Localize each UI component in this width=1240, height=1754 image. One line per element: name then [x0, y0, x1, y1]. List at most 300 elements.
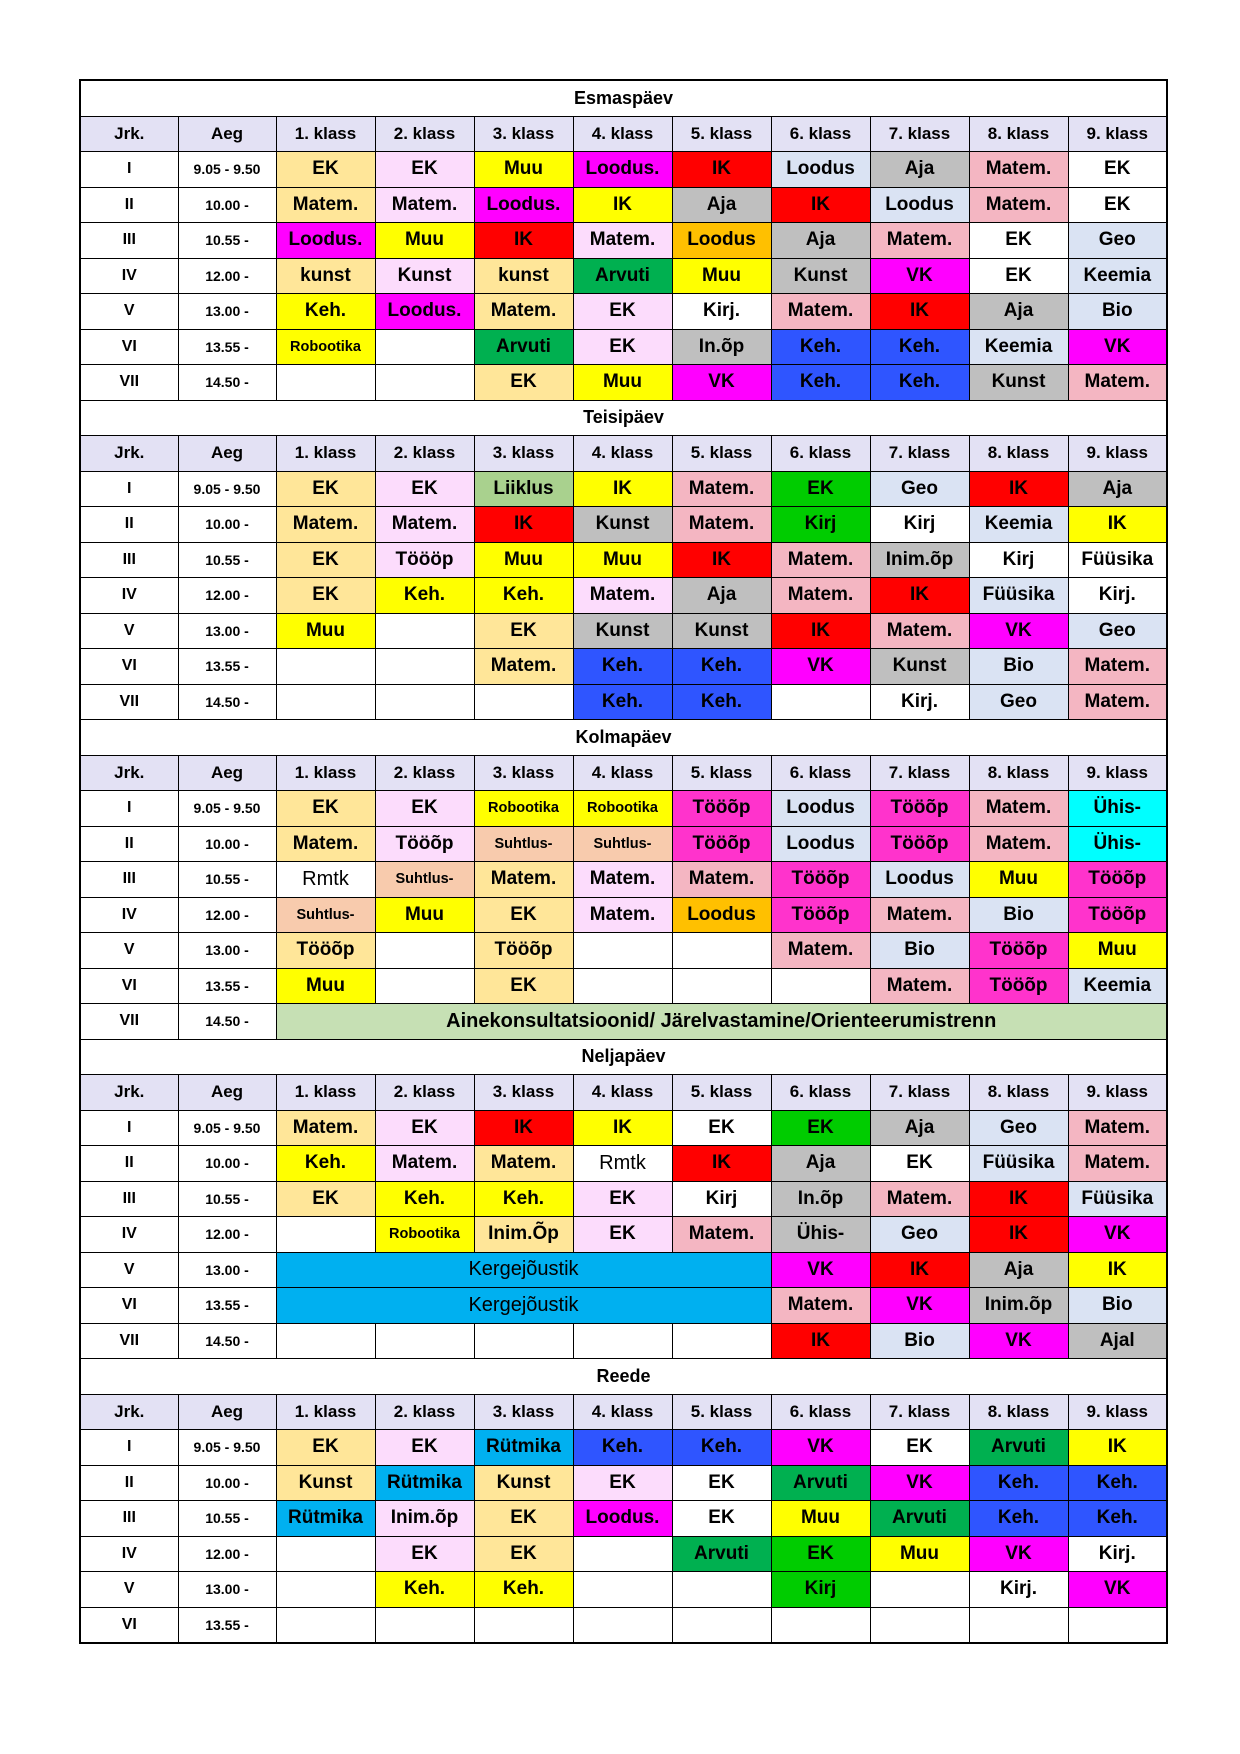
subject-cell: Tööõp — [870, 791, 969, 827]
header-class-2: 2. klass — [375, 1394, 474, 1430]
header-class-7: 7. klass — [870, 755, 969, 791]
lesson-time: 13.00 - — [178, 294, 276, 330]
header-class-8: 8. klass — [969, 1075, 1068, 1111]
subject-cell: IK — [1068, 1430, 1167, 1466]
lesson-time: 13.00 - — [178, 1252, 276, 1288]
lesson-row — [80, 1217, 1167, 1253]
lesson-time: 9.05 - 9.50 — [178, 791, 276, 827]
lesson-row — [80, 1181, 1167, 1217]
subject-cell: Matem. — [573, 862, 672, 898]
subject-cell: Bio — [870, 1323, 969, 1359]
subject-cell: Kunst — [870, 649, 969, 685]
header-class-1: 1. klass — [276, 755, 375, 791]
header-class-6: 6. klass — [771, 116, 870, 152]
subject-cell: Matem. — [573, 223, 672, 259]
subject-cell: Robootika — [573, 791, 672, 827]
subject-cell: Bio — [969, 649, 1068, 685]
subject-cell: Kirj. — [672, 294, 771, 330]
subject-cell: EK — [573, 329, 672, 365]
lesson-row — [80, 223, 1167, 259]
subject-cell: Ajal — [1068, 1323, 1167, 1359]
header-class-2: 2. klass — [375, 436, 474, 472]
header-nr: Jrk. — [80, 436, 178, 472]
subject-cell: IK — [474, 223, 573, 259]
lesson-time: 13.55 - — [178, 1288, 276, 1324]
header-class-1: 1. klass — [276, 1394, 375, 1430]
subject-cell: Keh. — [672, 684, 771, 720]
subject-cell: Matem. — [870, 968, 969, 1004]
empty-cell — [375, 329, 474, 365]
subject-cell: Keh. — [474, 578, 573, 614]
subject-cell: Kirj — [771, 507, 870, 543]
lesson-row — [80, 507, 1167, 543]
subject-cell: EK — [276, 152, 375, 188]
lesson-number: I — [80, 791, 178, 827]
subject-cell: Arvuti — [771, 1465, 870, 1501]
subject-cell: Geo — [1068, 223, 1167, 259]
subject-cell: Muu — [573, 365, 672, 401]
lesson-time: 13.00 - — [178, 933, 276, 969]
lesson-number: VI — [80, 649, 178, 685]
subject-cell: Aja — [672, 578, 771, 614]
lesson-row — [80, 1146, 1167, 1182]
header-class-8: 8. klass — [969, 1394, 1068, 1430]
header-class-4: 4. klass — [573, 1394, 672, 1430]
subject-cell: Arvuti — [672, 1536, 771, 1572]
empty-cell — [276, 1607, 375, 1643]
subject-cell: VK — [771, 1252, 870, 1288]
subject-cell: Tööõp — [672, 826, 771, 862]
subject-cell: Muu — [474, 152, 573, 188]
subject-cell: VK — [1068, 329, 1167, 365]
subject-cell: VK — [1068, 1572, 1167, 1608]
subject-cell: Keh. — [375, 1181, 474, 1217]
empty-cell — [573, 1572, 672, 1608]
lesson-number: IV — [80, 258, 178, 294]
lesson-number: IV — [80, 1536, 178, 1572]
empty-cell — [474, 1607, 573, 1643]
empty-cell — [375, 684, 474, 720]
subject-cell: EK — [276, 1181, 375, 1217]
subject-cell: Matem. — [474, 294, 573, 330]
subject-cell: Kunst — [276, 1465, 375, 1501]
lesson-row — [80, 649, 1167, 685]
header-class-9: 9. klass — [1068, 436, 1167, 472]
subject-cell: Matem. — [375, 507, 474, 543]
subject-cell: Ühis- — [771, 1217, 870, 1253]
subject-cell: Loodus. — [474, 187, 573, 223]
lesson-time: 12.00 - — [178, 1217, 276, 1253]
lesson-time: 10.55 - — [178, 862, 276, 898]
subject-cell: Keh. — [474, 1181, 573, 1217]
subject-cell: VK — [771, 1430, 870, 1466]
header-class-4: 4. klass — [573, 116, 672, 152]
header-class-6: 6. klass — [771, 1394, 870, 1430]
lesson-row — [80, 152, 1167, 188]
header-class-5: 5. klass — [672, 1394, 771, 1430]
subject-cell: Kergejõustik — [276, 1288, 771, 1324]
empty-cell — [672, 933, 771, 969]
empty-cell — [276, 365, 375, 401]
subject-cell: Matem. — [771, 542, 870, 578]
lesson-row — [80, 613, 1167, 649]
header-time: Aeg — [178, 755, 276, 791]
subject-cell: Loodus. — [573, 1501, 672, 1537]
header-nr: Jrk. — [80, 1075, 178, 1111]
subject-cell: IK — [573, 1110, 672, 1146]
lesson-time: 13.00 - — [178, 1572, 276, 1608]
subject-cell: Rütmika — [375, 1465, 474, 1501]
subject-cell: IK — [771, 1323, 870, 1359]
empty-cell — [375, 1323, 474, 1359]
subject-cell: EK — [276, 578, 375, 614]
subject-cell: Matem. — [474, 862, 573, 898]
subject-cell: EK — [1068, 187, 1167, 223]
subject-cell: Arvuti — [573, 258, 672, 294]
empty-cell — [474, 684, 573, 720]
subject-cell: Tööõp — [870, 826, 969, 862]
subject-cell: Aja — [1068, 471, 1167, 507]
subject-cell: Matem. — [375, 1146, 474, 1182]
subject-cell: EK — [771, 471, 870, 507]
header-class-9: 9. klass — [1068, 116, 1167, 152]
header-class-1: 1. klass — [276, 1075, 375, 1111]
header-class-7: 7. klass — [870, 436, 969, 472]
lesson-number: III — [80, 223, 178, 259]
subject-cell: Geo — [870, 471, 969, 507]
lesson-number: II — [80, 1146, 178, 1182]
subject-cell: Loodus — [672, 223, 771, 259]
subject-cell: EK — [375, 1536, 474, 1572]
lesson-number: I — [80, 1110, 178, 1146]
day-title: Reede — [80, 1359, 1167, 1395]
subject-cell: Loodus — [771, 152, 870, 188]
lesson-number: II — [80, 1465, 178, 1501]
subject-cell: Matem. — [672, 1217, 771, 1253]
subject-cell: Kirj — [771, 1572, 870, 1608]
header-class-3: 3. klass — [474, 116, 573, 152]
lesson-row — [80, 1501, 1167, 1537]
subject-cell: IK — [573, 471, 672, 507]
subject-cell: EK — [969, 223, 1068, 259]
lesson-time: 10.00 - — [178, 507, 276, 543]
lesson-row — [80, 1430, 1167, 1466]
lesson-number: VI — [80, 968, 178, 1004]
lesson-row — [80, 826, 1167, 862]
header-class-3: 3. klass — [474, 1394, 573, 1430]
subject-cell: Keh. — [375, 578, 474, 614]
subject-cell: Matem. — [870, 613, 969, 649]
lesson-row — [80, 1288, 1167, 1324]
header-class-9: 9. klass — [1068, 1394, 1167, 1430]
subject-cell: VK — [969, 613, 1068, 649]
subject-cell: Töööp — [375, 542, 474, 578]
subject-cell: Keemia — [1068, 258, 1167, 294]
subject-cell: Keemia — [1068, 968, 1167, 1004]
lesson-number: V — [80, 613, 178, 649]
lesson-number: II — [80, 826, 178, 862]
subject-cell: Muu — [375, 223, 474, 259]
header-class-2: 2. klass — [375, 1075, 474, 1111]
empty-cell — [276, 684, 375, 720]
header-class-4: 4. klass — [573, 755, 672, 791]
header-time: Aeg — [178, 1075, 276, 1111]
lesson-number: III — [80, 1181, 178, 1217]
subject-cell: Matem. — [870, 897, 969, 933]
subject-cell: Füüsika — [1068, 542, 1167, 578]
subject-cell: Matem. — [573, 578, 672, 614]
header-class-8: 8. klass — [969, 436, 1068, 472]
subject-cell: Keh. — [870, 329, 969, 365]
subject-cell: Tööõp — [1068, 897, 1167, 933]
subject-cell: Muu — [969, 862, 1068, 898]
empty-cell — [276, 1572, 375, 1608]
lesson-time: 14.50 - — [178, 365, 276, 401]
lesson-row — [80, 329, 1167, 365]
lesson-number: V — [80, 1572, 178, 1608]
subject-cell: EK — [573, 1465, 672, 1501]
subject-cell: EK — [474, 968, 573, 1004]
subject-cell: EK — [573, 1217, 672, 1253]
subject-cell: Aja — [771, 223, 870, 259]
lesson-number: II — [80, 507, 178, 543]
lesson-number: I — [80, 152, 178, 188]
subject-cell: Matem. — [1068, 365, 1167, 401]
subject-cell: Matem. — [969, 152, 1068, 188]
subject-cell: Tööõp — [969, 968, 1068, 1004]
subject-cell: Ühis- — [1068, 791, 1167, 827]
day-title: Kolmapäev — [80, 720, 1167, 756]
subject-cell: Muu — [276, 613, 375, 649]
subject-cell: Arvuti — [474, 329, 573, 365]
subject-cell: Arvuti — [870, 1501, 969, 1537]
lesson-row — [80, 294, 1167, 330]
subject-cell: EK — [276, 471, 375, 507]
subject-cell: EK — [474, 897, 573, 933]
lesson-row — [80, 365, 1167, 401]
subject-cell: Aja — [870, 152, 969, 188]
subject-cell: VK — [771, 649, 870, 685]
subject-cell: Loodus — [771, 826, 870, 862]
subject-cell: Muu — [870, 1536, 969, 1572]
subject-cell: IK — [1068, 1252, 1167, 1288]
day-title-row-kolmapaev — [80, 720, 1167, 756]
subject-cell: Kirj — [672, 1181, 771, 1217]
subject-cell: Kunst — [573, 507, 672, 543]
subject-cell: EK — [276, 542, 375, 578]
subject-cell: Matem. — [573, 897, 672, 933]
subject-cell: EK — [771, 1110, 870, 1146]
subject-cell: Matem. — [771, 1288, 870, 1324]
lesson-number: I — [80, 471, 178, 507]
subject-cell: Füüsika — [1068, 1181, 1167, 1217]
day-title: Teisipäev — [80, 400, 1167, 436]
empty-cell — [672, 1323, 771, 1359]
subject-cell: Rütmika — [276, 1501, 375, 1537]
lesson-row — [80, 1607, 1167, 1643]
empty-cell — [771, 684, 870, 720]
subject-cell: EK — [573, 294, 672, 330]
subject-cell: IK — [672, 542, 771, 578]
subject-cell: Keh. — [870, 365, 969, 401]
lesson-number: VII — [80, 365, 178, 401]
subject-cell: Loodus — [870, 862, 969, 898]
lesson-number: III — [80, 862, 178, 898]
subject-cell: Matem. — [1068, 1146, 1167, 1182]
subject-cell: Füüsika — [969, 578, 1068, 614]
empty-cell — [573, 1323, 672, 1359]
subject-cell: Matem. — [1068, 649, 1167, 685]
subject-cell: Arvuti — [969, 1430, 1068, 1466]
subject-cell: EK — [474, 365, 573, 401]
header-class-3: 3. klass — [474, 1075, 573, 1111]
lesson-time: 10.00 - — [178, 1465, 276, 1501]
subject-cell: Kirj — [969, 542, 1068, 578]
lesson-number: VI — [80, 1607, 178, 1643]
lesson-time: 10.55 - — [178, 1501, 276, 1537]
subject-cell: Kunst — [474, 1465, 573, 1501]
subject-cell: Kunst — [771, 258, 870, 294]
subject-cell: Kirj. — [870, 684, 969, 720]
lesson-row — [80, 187, 1167, 223]
header-class-8: 8. klass — [969, 116, 1068, 152]
lesson-time: 13.55 - — [178, 329, 276, 365]
subject-cell: Suhtlus- — [375, 862, 474, 898]
empty-cell — [1068, 1607, 1167, 1643]
subject-cell: Robootika — [375, 1217, 474, 1253]
lesson-number: II — [80, 187, 178, 223]
lesson-time: 13.55 - — [178, 649, 276, 685]
lesson-row — [80, 791, 1167, 827]
subject-cell: Matem. — [1068, 1110, 1167, 1146]
subject-cell: IK — [1068, 507, 1167, 543]
subject-cell: Ühis- — [1068, 826, 1167, 862]
empty-cell — [375, 968, 474, 1004]
subject-cell: Inim.õp — [870, 542, 969, 578]
lesson-row — [80, 542, 1167, 578]
lesson-number: VI — [80, 329, 178, 365]
subject-cell: Keh. — [672, 649, 771, 685]
header-class-2: 2. klass — [375, 755, 474, 791]
day-title-row-teisipaev — [80, 400, 1167, 436]
subject-cell: Geo — [969, 684, 1068, 720]
empty-cell — [870, 1572, 969, 1608]
header-class-1: 1. klass — [276, 116, 375, 152]
day-title: Neljapäev — [80, 1039, 1167, 1075]
subject-cell: Kergejõustik — [276, 1252, 771, 1288]
subject-cell: Matem. — [672, 862, 771, 898]
subject-cell: Kirj. — [1068, 578, 1167, 614]
subject-cell: VK — [870, 1288, 969, 1324]
subject-cell: EK — [375, 152, 474, 188]
subject-cell: Rütmika — [474, 1430, 573, 1466]
subject-cell: VK — [672, 365, 771, 401]
subject-cell: Füüsika — [969, 1146, 1068, 1182]
day-title: Esmaspäev — [80, 80, 1167, 116]
subject-cell: Bio — [870, 933, 969, 969]
lesson-time: 9.05 - 9.50 — [178, 471, 276, 507]
subject-cell: Keh. — [375, 1572, 474, 1608]
lesson-time: 12.00 - — [178, 258, 276, 294]
subject-cell: Matem. — [474, 1146, 573, 1182]
header-class-5: 5. klass — [672, 755, 771, 791]
subject-cell: Rmtk — [276, 862, 375, 898]
empty-cell — [573, 933, 672, 969]
lesson-time: 13.00 - — [178, 613, 276, 649]
empty-cell — [276, 1323, 375, 1359]
subject-cell: Matem. — [969, 187, 1068, 223]
subject-cell: Keh. — [474, 1572, 573, 1608]
lesson-time: 12.00 - — [178, 578, 276, 614]
subject-cell: Muu — [276, 968, 375, 1004]
lesson-row — [80, 1252, 1167, 1288]
subject-cell: VK — [870, 1465, 969, 1501]
header-class-5: 5. klass — [672, 436, 771, 472]
subject-cell: EK — [276, 791, 375, 827]
subject-cell: IK — [474, 1110, 573, 1146]
subject-cell: Matem. — [672, 507, 771, 543]
subject-cell: Keh. — [276, 1146, 375, 1182]
subject-cell: Matem. — [276, 187, 375, 223]
subject-cell: Tööõp — [276, 933, 375, 969]
header-time: Aeg — [178, 116, 276, 152]
subject-cell: IK — [474, 507, 573, 543]
subject-cell: Robootika — [474, 791, 573, 827]
header-class-4: 4. klass — [573, 1075, 672, 1111]
subject-cell: Muu — [573, 542, 672, 578]
header-class-7: 7. klass — [870, 1394, 969, 1430]
subject-cell: Suhtlus- — [573, 826, 672, 862]
lesson-time: 10.00 - — [178, 187, 276, 223]
subject-cell: Kunst — [969, 365, 1068, 401]
subject-cell: IK — [969, 1181, 1068, 1217]
empty-cell — [969, 1607, 1068, 1643]
lesson-time: 9.05 - 9.50 — [178, 1110, 276, 1146]
subject-cell: Kunst — [672, 613, 771, 649]
subject-cell: Liiklus — [474, 471, 573, 507]
lesson-time: 10.55 - — [178, 1181, 276, 1217]
lesson-number: I — [80, 1430, 178, 1466]
subject-cell: EK — [672, 1465, 771, 1501]
subject-cell: Matem. — [771, 933, 870, 969]
lesson-row — [80, 471, 1167, 507]
subject-cell: Suhtlus- — [276, 897, 375, 933]
subject-cell: Inim.õp — [969, 1288, 1068, 1324]
lesson-row — [80, 258, 1167, 294]
empty-cell — [276, 1217, 375, 1253]
empty-cell — [375, 933, 474, 969]
subject-cell: VK — [969, 1536, 1068, 1572]
timetable — [79, 79, 1168, 1644]
subject-cell: Muu — [474, 542, 573, 578]
subject-cell: Tööõp — [474, 933, 573, 969]
subject-cell: Geo — [969, 1110, 1068, 1146]
lesson-number: VII — [80, 1323, 178, 1359]
subject-cell: VK — [870, 258, 969, 294]
subject-cell: IK — [672, 152, 771, 188]
subject-cell: Suhtlus- — [474, 826, 573, 862]
subject-cell: EK — [1068, 152, 1167, 188]
subject-cell: EK — [870, 1146, 969, 1182]
header-time: Aeg — [178, 1394, 276, 1430]
empty-cell — [672, 1607, 771, 1643]
subject-cell: Loodus. — [276, 223, 375, 259]
subject-cell: In.õp — [672, 329, 771, 365]
subject-cell: Muu — [672, 258, 771, 294]
subject-cell: kunst — [474, 258, 573, 294]
subject-cell: Kirj. — [969, 1572, 1068, 1608]
empty-cell — [474, 1323, 573, 1359]
